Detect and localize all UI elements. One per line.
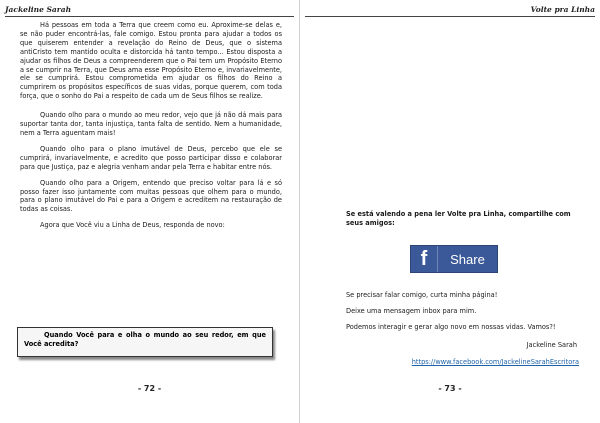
paragraph: Quando olho para o plano imutável de Deus, percebo que ele se cumprirá, invariavelmente, e acredito que posso participar disso e colaborar para que Justiça, paz e alegria venham andar pela Terra e habitar entre nós. xyxy=(20,144,282,171)
contact-line-3: Podemos interagir e gerar algo novo em nossas vidas. Vamos?! xyxy=(346,323,556,331)
facebook-share-button[interactable] xyxy=(410,245,498,273)
paragraph: Há pessoas em toda a Terra que creem como eu. Aproxime-se delas e, se não puder encontrá-las, fale comigo. Estou pronta para ajudar a todos os que quiserem entender a revelação do Reino de Deus, que o sistema antiCristo tem mantido oculta e distorcida há tanto tempo... Estou disposta a ajudar os filhos de Deus a compreenderem que o Pai tem um Propósito Eterno a se cumprir na Terra, que Deus ama esse Propósito Eterno e, invariavelmente, ele se cumprirá. Estou comprometida em ajudar os filhos do Reino a cumprirem os propósitos específicos de suas vidas, porque querem, com toda força, que o sonho do Pai a respeito de cada um de Seus filhos se realize. xyxy=(20,21,282,101)
paragraph: Agora que Você viu a Linha de Deus, responda de novo: xyxy=(40,221,225,230)
left-header-rule xyxy=(5,16,294,17)
left-body-text xyxy=(20,21,282,237)
facebook-page-link[interactable]: https://www.facebook.com/JackelineSarahEscritora xyxy=(411,358,579,366)
paragraph: Quando olho para o mundo ao meu redor, vejo que já não dá mais para suportar tanta dor, tanta injustiça, tanta falta de sentido. Nem a humanidade, nem a Terra aguentam mais! xyxy=(20,111,282,137)
right-page-number: - 73 - xyxy=(438,384,462,393)
contact-line-1: Se precisar falar comigo, curta minha página! xyxy=(346,291,498,299)
question-callout-text: Quando Você para e olha o mundo ao seu redor, em que Você acredita? xyxy=(24,331,266,348)
contact-line-2: Deixe uma mensagem inbox para mim. xyxy=(346,307,477,315)
question-callout-box xyxy=(17,327,273,357)
author-signature: Jackeline Sarah xyxy=(526,341,577,349)
share-intro-text: Se está valendo a pena ler Volte pra Linha, compartilhe com seus amigos: xyxy=(346,210,571,227)
left-page-number: - 72 - xyxy=(137,384,162,393)
share-button-label: Share xyxy=(450,251,485,267)
right-running-header: Volte pra Linha xyxy=(530,5,595,14)
paragraph: Quando olho para a Origem, entendo que preciso voltar para lá e só posso fazer isso juntamente com muitas pessoas que olhem para o mundo, para o plano imutável do Pai e para a Origem e acreditem na restauração de todas as coisas. xyxy=(20,178,282,214)
facebook-f-icon: f xyxy=(411,246,438,272)
right-header-rule xyxy=(305,16,595,17)
left-running-header: Jackeline Sarah xyxy=(5,5,72,14)
